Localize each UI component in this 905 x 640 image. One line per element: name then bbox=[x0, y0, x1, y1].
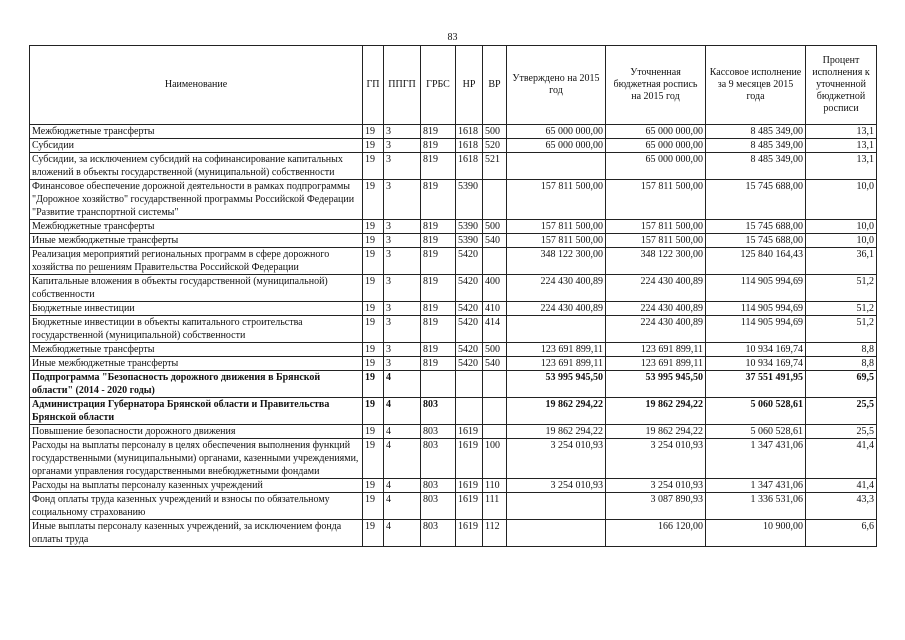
header-ppgp: ППГП bbox=[384, 46, 421, 125]
cell-percent: 51,2 bbox=[806, 316, 877, 343]
cell-nr: 1618 bbox=[456, 125, 483, 139]
cell-grbs: 819 bbox=[421, 125, 456, 139]
cell-ppgp: 4 bbox=[384, 371, 421, 398]
cell-refined: 3 087 890,93 bbox=[606, 493, 706, 520]
cell-name: Администрация Губернатора Брянской области и Правительства Брянской области bbox=[30, 398, 363, 425]
cell-approved: 65 000 000,00 bbox=[507, 125, 606, 139]
cell-name: Иные межбюджетные трансферты bbox=[30, 357, 363, 371]
cell-vr: 410 bbox=[483, 302, 507, 316]
cell-refined: 224 430 400,89 bbox=[606, 302, 706, 316]
cell-refined: 65 000 000,00 bbox=[606, 125, 706, 139]
cell-ppgp: 3 bbox=[384, 234, 421, 248]
table-row bbox=[30, 343, 877, 357]
cell-grbs: 819 bbox=[421, 139, 456, 153]
cell-nr: 1619 bbox=[456, 439, 483, 479]
cell-name: Субсидии, за исключением субсидий на софинансирование капитальных вложений в объекты государственной (муниципальной) собственности bbox=[30, 153, 363, 180]
cell-approved: 348 122 300,00 bbox=[507, 248, 606, 275]
cell-grbs: 819 bbox=[421, 180, 456, 220]
cell-nr: 1618 bbox=[456, 139, 483, 153]
cell-nr: 5420 bbox=[456, 357, 483, 371]
cell-nr: 5390 bbox=[456, 180, 483, 220]
cell-percent: 25,5 bbox=[806, 398, 877, 425]
table-row bbox=[30, 248, 877, 275]
cell-percent: 10,0 bbox=[806, 234, 877, 248]
cell-percent: 51,2 bbox=[806, 302, 877, 316]
cell-nr bbox=[456, 398, 483, 425]
cell-ppgp: 4 bbox=[384, 439, 421, 479]
header-percent: Процент исполнения к уточненной бюджетной росписи bbox=[806, 46, 877, 125]
cell-vr: 500 bbox=[483, 220, 507, 234]
cell-cash: 10 934 169,74 bbox=[706, 357, 806, 371]
cell-approved bbox=[507, 493, 606, 520]
cell-nr: 5420 bbox=[456, 275, 483, 302]
cell-name: Капитальные вложения в объекты государственной (муниципальной) собственности bbox=[30, 275, 363, 302]
cell-grbs: 819 bbox=[421, 234, 456, 248]
cell-vr: 400 bbox=[483, 275, 507, 302]
cell-cash: 15 745 688,00 bbox=[706, 180, 806, 220]
cell-name: Субсидии bbox=[30, 139, 363, 153]
cell-name: Расходы на выплаты персоналу казенных учреждений bbox=[30, 479, 363, 493]
cell-vr: 520 bbox=[483, 139, 507, 153]
cell-vr: 500 bbox=[483, 125, 507, 139]
cell-grbs bbox=[421, 371, 456, 398]
header-nr: НР bbox=[456, 46, 483, 125]
cell-name: Межбюджетные трансферты bbox=[30, 220, 363, 234]
header-gp: ГП bbox=[363, 46, 384, 125]
table-row bbox=[30, 302, 877, 316]
cell-name: Реализация мероприятий региональных программ в сфере дорожного хозяйства по решениям Правительства Российской Федерации bbox=[30, 248, 363, 275]
cell-percent: 10,0 bbox=[806, 220, 877, 234]
cell-cash: 1 347 431,06 bbox=[706, 479, 806, 493]
table-row bbox=[30, 493, 877, 520]
budget-table bbox=[29, 45, 877, 547]
cell-gp: 19 bbox=[363, 180, 384, 220]
table-row bbox=[30, 153, 877, 180]
cell-gp: 19 bbox=[363, 275, 384, 302]
table-row bbox=[30, 275, 877, 302]
cell-cash: 5 060 528,61 bbox=[706, 398, 806, 425]
cell-cash: 37 551 491,95 bbox=[706, 371, 806, 398]
cell-vr: 110 bbox=[483, 479, 507, 493]
cell-name: Иные выплаты персоналу казенных учреждений, за исключением фонда оплаты труда bbox=[30, 520, 363, 547]
cell-approved: 157 811 500,00 bbox=[507, 220, 606, 234]
cell-grbs: 803 bbox=[421, 425, 456, 439]
cell-ppgp: 3 bbox=[384, 153, 421, 180]
cell-nr: 5420 bbox=[456, 302, 483, 316]
cell-nr: 1619 bbox=[456, 520, 483, 547]
cell-percent: 10,0 bbox=[806, 180, 877, 220]
cell-approved: 224 430 400,89 bbox=[507, 302, 606, 316]
table-row bbox=[30, 520, 877, 547]
cell-name: Межбюджетные трансферты bbox=[30, 343, 363, 357]
cell-ppgp: 3 bbox=[384, 125, 421, 139]
cell-vr bbox=[483, 425, 507, 439]
table-row bbox=[30, 439, 877, 479]
cell-gp: 19 bbox=[363, 316, 384, 343]
cell-vr bbox=[483, 371, 507, 398]
cell-refined: 65 000 000,00 bbox=[606, 153, 706, 180]
cell-cash: 1 336 531,06 bbox=[706, 493, 806, 520]
cell-name: Подпрограмма "Безопасность дорожного движения в Брянской области" (2014 - 2020 годы) bbox=[30, 371, 363, 398]
cell-ppgp: 4 bbox=[384, 479, 421, 493]
cell-percent: 25,5 bbox=[806, 425, 877, 439]
cell-ppgp: 4 bbox=[384, 398, 421, 425]
table-row bbox=[30, 316, 877, 343]
table-row bbox=[30, 398, 877, 425]
cell-ppgp: 3 bbox=[384, 275, 421, 302]
cell-grbs: 819 bbox=[421, 248, 456, 275]
cell-cash: 8 485 349,00 bbox=[706, 125, 806, 139]
cell-refined: 65 000 000,00 bbox=[606, 139, 706, 153]
cell-gp: 19 bbox=[363, 153, 384, 180]
cell-ppgp: 3 bbox=[384, 357, 421, 371]
cell-nr: 5420 bbox=[456, 343, 483, 357]
cell-nr: 5390 bbox=[456, 220, 483, 234]
cell-refined: 3 254 010,93 bbox=[606, 479, 706, 493]
cell-vr bbox=[483, 248, 507, 275]
cell-cash: 10 934 169,74 bbox=[706, 343, 806, 357]
cell-refined: 166 120,00 bbox=[606, 520, 706, 547]
header-vr: ВР bbox=[483, 46, 507, 125]
cell-gp: 19 bbox=[363, 234, 384, 248]
cell-nr: 1619 bbox=[456, 425, 483, 439]
cell-vr bbox=[483, 180, 507, 220]
cell-nr bbox=[456, 371, 483, 398]
cell-percent: 13,1 bbox=[806, 139, 877, 153]
header-refined: Уточненная бюджетная роспись на 2015 год bbox=[606, 46, 706, 125]
table-row bbox=[30, 357, 877, 371]
cell-gp: 19 bbox=[363, 425, 384, 439]
cell-ppgp: 3 bbox=[384, 180, 421, 220]
cell-vr: 112 bbox=[483, 520, 507, 547]
cell-approved bbox=[507, 153, 606, 180]
cell-cash: 114 905 994,69 bbox=[706, 275, 806, 302]
page-number: 83 bbox=[447, 32, 458, 43]
cell-approved: 3 254 010,93 bbox=[507, 479, 606, 493]
table-row bbox=[30, 125, 877, 139]
cell-ppgp: 4 bbox=[384, 520, 421, 547]
cell-gp: 19 bbox=[363, 520, 384, 547]
cell-approved: 53 995 945,50 bbox=[507, 371, 606, 398]
cell-ppgp: 3 bbox=[384, 316, 421, 343]
cell-name: Межбюджетные трансферты bbox=[30, 125, 363, 139]
cell-name: Расходы на выплаты персоналу в целях обеспечения выполнения функций государственными (муниципальными) органами, казенными учреждениями, органами управления государственными внебюджетными фондами bbox=[30, 439, 363, 479]
cell-grbs: 803 bbox=[421, 520, 456, 547]
table-row bbox=[30, 479, 877, 493]
cell-refined: 3 254 010,93 bbox=[606, 439, 706, 479]
cell-percent: 13,1 bbox=[806, 125, 877, 139]
cell-ppgp: 3 bbox=[384, 248, 421, 275]
cell-refined: 123 691 899,11 bbox=[606, 343, 706, 357]
cell-refined: 19 862 294,22 bbox=[606, 425, 706, 439]
cell-grbs: 803 bbox=[421, 479, 456, 493]
cell-refined: 19 862 294,22 bbox=[606, 398, 706, 425]
cell-gp: 19 bbox=[363, 302, 384, 316]
cell-ppgp: 4 bbox=[384, 425, 421, 439]
cell-grbs: 819 bbox=[421, 316, 456, 343]
cell-vr: 540 bbox=[483, 357, 507, 371]
cell-name: Фонд оплаты труда казенных учреждений и взносы по обязательному социальному страхованию bbox=[30, 493, 363, 520]
cell-approved: 65 000 000,00 bbox=[507, 139, 606, 153]
cell-gp: 19 bbox=[363, 371, 384, 398]
cell-approved: 3 254 010,93 bbox=[507, 439, 606, 479]
cell-cash: 114 905 994,69 bbox=[706, 302, 806, 316]
cell-ppgp: 4 bbox=[384, 493, 421, 520]
cell-name: Иные межбюджетные трансферты bbox=[30, 234, 363, 248]
cell-vr: 540 bbox=[483, 234, 507, 248]
cell-cash: 5 060 528,61 bbox=[706, 425, 806, 439]
cell-grbs: 819 bbox=[421, 275, 456, 302]
table-row bbox=[30, 371, 877, 398]
cell-cash: 1 347 431,06 bbox=[706, 439, 806, 479]
cell-grbs: 819 bbox=[421, 153, 456, 180]
cell-vr: 100 bbox=[483, 439, 507, 479]
cell-gp: 19 bbox=[363, 343, 384, 357]
cell-name: Финансовое обеспечение дорожной деятельности в рамках подпрограммы "Дорожное хозяйство" государственной программы Российской Федерации "Развитие транспортной системы" bbox=[30, 180, 363, 220]
cell-nr: 5390 bbox=[456, 234, 483, 248]
cell-cash: 10 900,00 bbox=[706, 520, 806, 547]
cell-gp: 19 bbox=[363, 139, 384, 153]
cell-percent: 6,6 bbox=[806, 520, 877, 547]
cell-gp: 19 bbox=[363, 493, 384, 520]
cell-percent: 51,2 bbox=[806, 275, 877, 302]
cell-percent: 8,8 bbox=[806, 343, 877, 357]
cell-cash: 125 840 164,43 bbox=[706, 248, 806, 275]
table-row bbox=[30, 220, 877, 234]
cell-approved bbox=[507, 520, 606, 547]
cell-vr: 521 bbox=[483, 153, 507, 180]
cell-approved: 224 430 400,89 bbox=[507, 275, 606, 302]
cell-percent: 41,4 bbox=[806, 479, 877, 493]
header-cash: Кассовое исполнение за 9 месяцев 2015 года bbox=[706, 46, 806, 125]
cell-refined: 224 430 400,89 bbox=[606, 275, 706, 302]
cell-approved: 123 691 899,11 bbox=[507, 357, 606, 371]
cell-approved bbox=[507, 316, 606, 343]
header-name: Наименование bbox=[30, 46, 363, 125]
cell-ppgp: 3 bbox=[384, 139, 421, 153]
cell-gp: 19 bbox=[363, 479, 384, 493]
table-row bbox=[30, 234, 877, 248]
cell-vr bbox=[483, 398, 507, 425]
cell-percent: 8,8 bbox=[806, 357, 877, 371]
cell-cash: 114 905 994,69 bbox=[706, 316, 806, 343]
cell-grbs: 819 bbox=[421, 302, 456, 316]
cell-vr: 111 bbox=[483, 493, 507, 520]
cell-cash: 8 485 349,00 bbox=[706, 153, 806, 180]
cell-cash: 8 485 349,00 bbox=[706, 139, 806, 153]
cell-nr: 1618 bbox=[456, 153, 483, 180]
cell-grbs: 819 bbox=[421, 343, 456, 357]
cell-name: Бюджетные инвестиции bbox=[30, 302, 363, 316]
cell-ppgp: 3 bbox=[384, 302, 421, 316]
cell-refined: 348 122 300,00 bbox=[606, 248, 706, 275]
cell-refined: 157 811 500,00 bbox=[606, 220, 706, 234]
cell-approved: 123 691 899,11 bbox=[507, 343, 606, 357]
cell-approved: 19 862 294,22 bbox=[507, 425, 606, 439]
header-grbs: ГРБС bbox=[421, 46, 456, 125]
cell-grbs: 803 bbox=[421, 493, 456, 520]
cell-name: Бюджетные инвестиции в объекты капитального строительства государственной (муниципальной) собственности bbox=[30, 316, 363, 343]
cell-refined: 53 995 945,50 bbox=[606, 371, 706, 398]
cell-refined: 224 430 400,89 bbox=[606, 316, 706, 343]
cell-name: Повышение безопасности дорожного движения bbox=[30, 425, 363, 439]
cell-ppgp: 3 bbox=[384, 220, 421, 234]
cell-gp: 19 bbox=[363, 357, 384, 371]
cell-gp: 19 bbox=[363, 125, 384, 139]
cell-percent: 43,3 bbox=[806, 493, 877, 520]
cell-percent: 41,4 bbox=[806, 439, 877, 479]
cell-cash: 15 745 688,00 bbox=[706, 234, 806, 248]
header-approved: Утверждено на 2015 год bbox=[507, 46, 606, 125]
cell-refined: 157 811 500,00 bbox=[606, 180, 706, 220]
cell-cash: 15 745 688,00 bbox=[706, 220, 806, 234]
cell-gp: 19 bbox=[363, 439, 384, 479]
cell-grbs: 819 bbox=[421, 357, 456, 371]
cell-refined: 157 811 500,00 bbox=[606, 234, 706, 248]
cell-percent: 13,1 bbox=[806, 153, 877, 180]
table-body bbox=[30, 125, 877, 547]
cell-approved: 19 862 294,22 bbox=[507, 398, 606, 425]
cell-refined: 123 691 899,11 bbox=[606, 357, 706, 371]
cell-percent: 69,5 bbox=[806, 371, 877, 398]
table-row bbox=[30, 180, 877, 220]
cell-grbs: 803 bbox=[421, 439, 456, 479]
cell-approved: 157 811 500,00 bbox=[507, 234, 606, 248]
cell-percent: 36,1 bbox=[806, 248, 877, 275]
cell-nr: 5420 bbox=[456, 248, 483, 275]
cell-approved: 157 811 500,00 bbox=[507, 180, 606, 220]
cell-gp: 19 bbox=[363, 398, 384, 425]
table-row bbox=[30, 139, 877, 153]
cell-nr: 1619 bbox=[456, 493, 483, 520]
cell-grbs: 819 bbox=[421, 220, 456, 234]
cell-grbs: 803 bbox=[421, 398, 456, 425]
cell-nr: 5420 bbox=[456, 316, 483, 343]
cell-gp: 19 bbox=[363, 220, 384, 234]
table-row bbox=[30, 425, 877, 439]
cell-ppgp: 3 bbox=[384, 343, 421, 357]
cell-nr: 1619 bbox=[456, 479, 483, 493]
cell-vr: 414 bbox=[483, 316, 507, 343]
cell-gp: 19 bbox=[363, 248, 384, 275]
cell-vr: 500 bbox=[483, 343, 507, 357]
header-row bbox=[30, 46, 877, 125]
